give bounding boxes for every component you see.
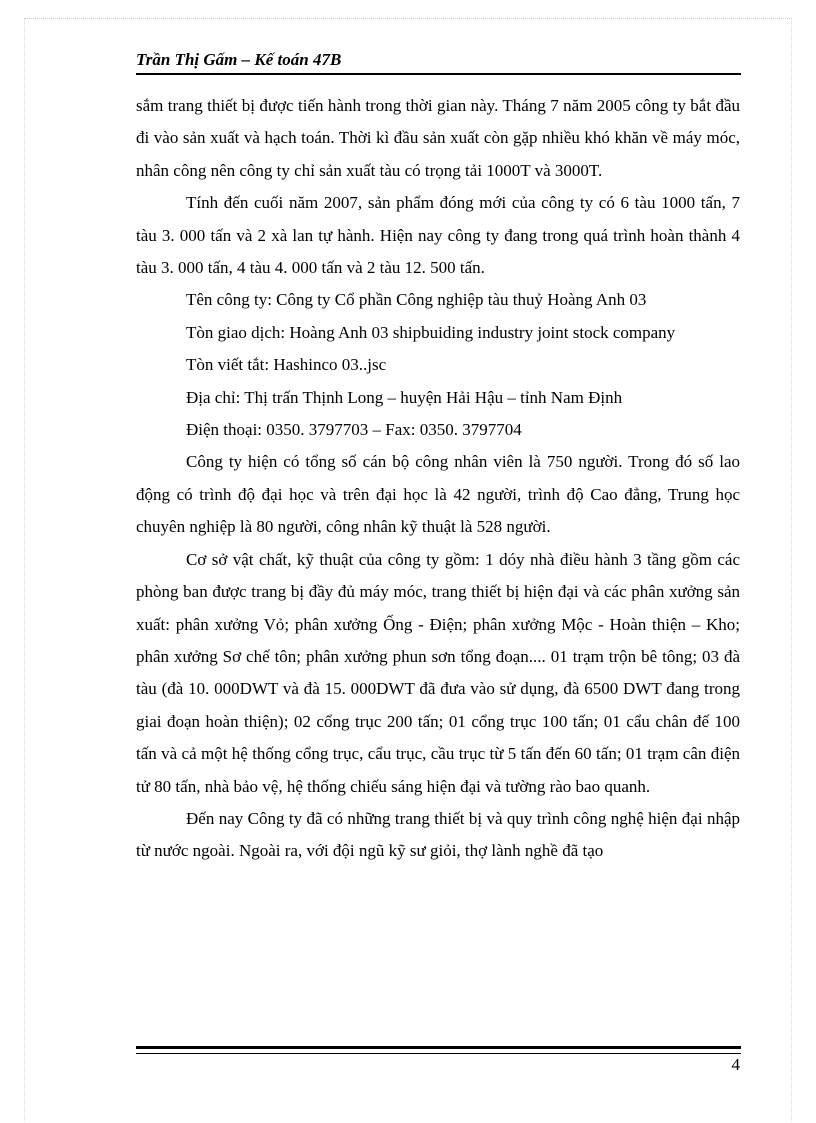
paragraph: Đến nay Công ty đã có những trang thiết bị và quy trình công nghệ hiện đại nhập từ nước ngoài. Ngoài ra, với đội ngũ kỹ sư giỏi, thợ lành nghề đã tạo xyxy=(136,808,740,861)
paragraph: Công ty hiện có tổng số cán bộ công nhân viên là 750 người. Trong đó số lao động có trình độ đại học và trên đại học là 42 người, trình độ Cao đẳng, Trung học chuyên nghiệp là 80 người, công nhân kỹ thuật là 528 người. xyxy=(136,452,740,537)
paragraph: sắm trang thiết bị được tiến hành trong thời gian này. Tháng 7 năm 2005 công ty bắt đầu đi vào sản xuất và hạch toán. Thời kì đầu sản xuất còn gặp nhiều khó khăn về máy móc, nhân công nên công ty chỉ sản xuất tàu có trọng tải 1000T và 3000T. xyxy=(136,96,740,180)
header-title: Trần Thị Gấm – Kế toán 47B xyxy=(136,50,342,69)
company-name-line: Tên công ty: Công ty Cổ phần Công nghiệp tàu thuỷ Hoàng Anh 03 xyxy=(186,290,647,310)
footer-rule xyxy=(136,1046,741,1054)
paragraph: Tính đến cuối năm 2007, sản phẩm đóng mới của công ty có 6 tàu 1000 tấn, 7 tàu 3. 000 tấn và 2 xà lan tự hành. Hiện nay công ty đang trong quá trình hoàn thành 4 tàu 3. 000 tấn, 4 tàu 4. 000 tấn và 2 tàu 12. 500 tấn. xyxy=(136,193,740,278)
page-number: 4 xyxy=(731,1055,740,1074)
trade-name-line: Tòn giao dịch: Hoàng Anh 03 shipbuiding industry joint stock company xyxy=(186,322,676,342)
abbreviation-line: Tòn viết tắt: Hashinco 03..jsc xyxy=(186,355,387,375)
document-body xyxy=(136,90,740,868)
page-header xyxy=(136,50,741,73)
paragraph: Cơ sở vật chất, kỹ thuật của công ty gồm: 1 dóy nhà điều hành 3 tầng gồm các phòng ban được trang bị đầy đủ máy móc, trang thiết bị hiện đại và các phân xưởng sản xuất: phân xưởng Vỏ; phân xưởng Ống - Điện; phân xưởng Mộc - Hoàn thiện – Kho; phân xưởng Sơ chế tôn; phân xưởng phun sơn tổng đoạn.... 01 trạm trộn bê tông; 03 đà tàu (đà 10. 000DWT và đà 15. 000DWT đã đưa vào sử dụng, đà 6500 DWT đang trong giai đoạn hoàn thiện); 02 cổng trục 200 tấn; 01 cổng trục 100 tấn; 01 cẩu chân đế 100 tấn và cả một hệ thống cổng trục, cẩu trục, cầu trục từ 5 tấn đến 60 tấn; 01 trạm cân điện tử 80 tấn, nhà bảo vệ, hệ thống chiếu sáng hiện đại và tường rào bao quanh. xyxy=(136,549,740,796)
phone-fax-line: Điện thoại: 0350. 3797703 – Fax: 0350. 3797704 xyxy=(186,420,522,440)
address-line: Địa chỉ: Thị trấn Thịnh Long – huyện Hải Hậu – tỉnh Nam Định xyxy=(186,387,623,407)
header-rule xyxy=(136,73,741,75)
